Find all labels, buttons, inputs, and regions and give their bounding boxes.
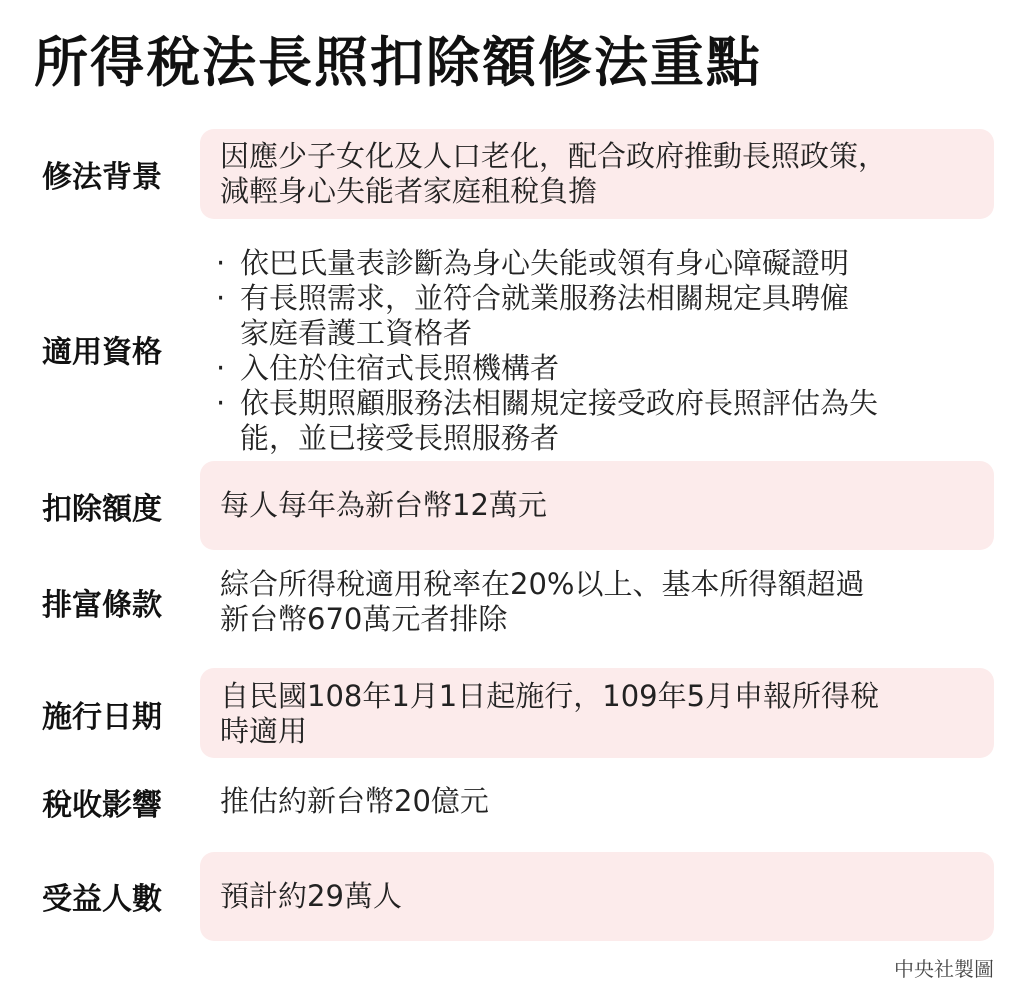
row-text-wealth-exclusion: 綜合所得稅適用稅率在20%以上、基本所得額超過 新台幣670萬元者排除 <box>220 567 865 636</box>
row-label-effective-date: 施行日期 <box>42 700 162 735</box>
list-item-text: 入住於住宿式長照機構者 <box>240 351 560 385</box>
list-item-text: 依巴氏量表診斷為身心失能或領有身心障礙證明 <box>240 246 850 280</box>
row-text-background: 因應少子女化及人口老化，配合政府推動長照政策， 減輕身心失能者家庭租稅負擔 <box>220 139 888 208</box>
row-label-revenue-impact: 稅收影響 <box>42 788 162 823</box>
eligibility-list <box>216 246 878 456</box>
row-text-revenue-impact: 推估約新台幣20億元 <box>220 784 489 818</box>
bullet-icon: · <box>216 351 226 385</box>
row-label-eligibility: 適用資格 <box>42 335 162 370</box>
bullet-icon: · <box>216 386 226 420</box>
row-text-deduction: 每人每年為新台幣12萬元 <box>220 488 547 522</box>
source-credit: 中央社製圖 <box>894 957 994 981</box>
page-title: 所得稅法長照扣除額修法重點 <box>34 31 762 94</box>
row-label-beneficiaries: 受益人數 <box>42 882 162 917</box>
row-label-deduction: 扣除額度 <box>42 492 162 527</box>
row-label-background: 修法背景 <box>42 160 162 195</box>
row-text-effective-date: 自民國108年1月1日起施行，109年5月申報所得稅 時適用 <box>220 679 880 748</box>
bullet-icon: · <box>216 246 226 280</box>
list-item-text: 有長照需求，並符合就業服務法相關規定具聘僱 家庭看護工資格者 <box>240 281 850 350</box>
list-item <box>216 246 878 281</box>
row-label-wealth-exclusion: 排富條款 <box>42 588 162 623</box>
list-item <box>216 281 878 351</box>
bullet-icon: · <box>216 281 226 315</box>
list-item <box>216 351 878 386</box>
row-text-beneficiaries: 預計約29萬人 <box>220 879 402 913</box>
list-item <box>216 386 878 456</box>
list-item-text: 依長期照顧服務法相關規定接受政府長照評估為失 能，並已接受長照服務者 <box>240 386 879 455</box>
